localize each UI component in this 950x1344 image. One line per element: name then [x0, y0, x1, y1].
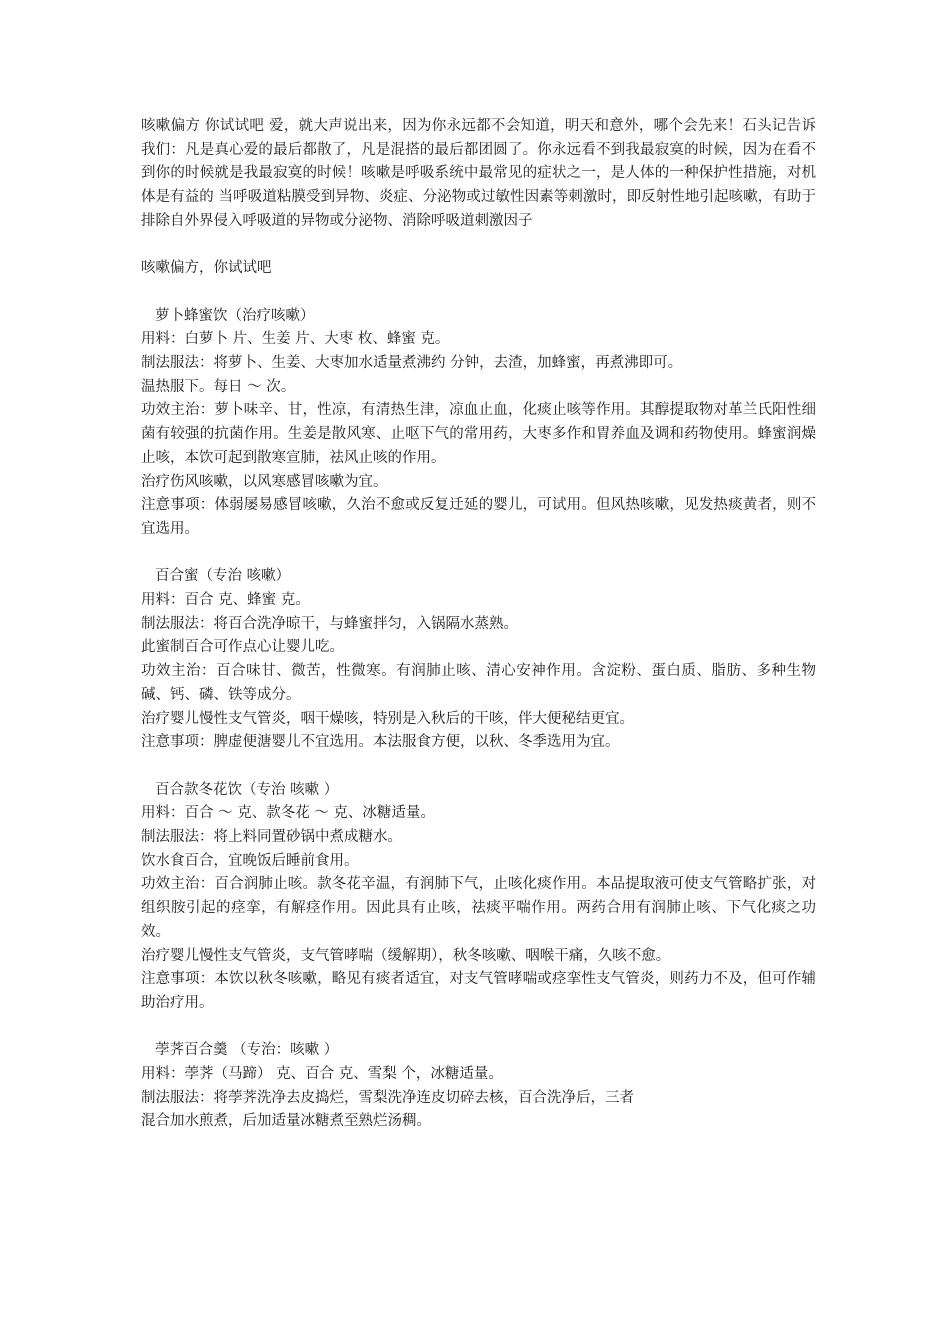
recipe-precautions: 注意事项：脾虚便溏婴儿不宜选用。本法服食方便，以秋、冬季选用为宜。 [141, 734, 620, 751]
recipe-method: 制法服法：将萝卜、生姜、大枣加水适量煮沸约 分钟，去渣，加蜂蜜，再煮沸即可。 [141, 355, 683, 371]
recipe-baihe-kuandonghua [141, 779, 816, 1016]
intro-paragraph: 咳嗽偏方 你试试吧 爱，就大声说出来，因为你永远都不会知道，明天和意外，哪个会先来！石头记告诉我们：凡是真心爱的最后都散了，凡是混搭的最后都团圆了。你永远看不到我最寂寞的时候，因为在看不到你的时候就是我最寂寞的时候！咳嗽是呼吸系统中最常见的症状之一，是人体的一种保护性措施，对机体是有益的 当呼吸道粘膜受到异物、炎症、分泌物或过敏性因素等刺激时，即反射性地引起咳嗽，有助于排除自外界侵入呼吸道的异物或分泌物、消除呼吸道刺激因子 [141, 118, 816, 229]
recipe-title: 荸荠百合羹 （专治：咳嗽 ） [155, 1042, 339, 1059]
recipe-efficacy: 功效主治：百合味甘、微苦，性微寒。有润肺止咳、清心安神作用。含淀粉、蛋白质、脂肪、多种生物碱、钙、磷、铁等成分。 [141, 663, 816, 703]
recipe-ingredients: 用料：百合 ～ 克、款冬花 ～ 克、冰糖适量。 [141, 805, 435, 822]
recipe-luobo-fengmi [141, 305, 816, 542]
document-page [141, 115, 816, 1134]
section-heading: 咳嗽偏方，你试试吧 [141, 260, 272, 277]
recipe-baihe-mi [141, 565, 816, 755]
recipe-dosage: 温热服下。每日 ～ 次。 [141, 378, 296, 395]
recipe-title: 萝卜蜂蜜饮（治疗咳嗽） [155, 307, 315, 324]
recipe-method: 制法服法：将百合洗净晾干，与蜂蜜拌匀，入锅隔水蒸熟。 [141, 615, 518, 632]
recipe-ingredients: 用料：荸荠（马蹄） 克、百合 克、雪梨 个，冰糖适量。 [141, 1066, 503, 1083]
recipe-indication: 治疗伤风咳嗽，以风寒感冒咳嗽为宜。 [141, 473, 388, 490]
recipe-method: 制法服法：将荸荠洗净去皮捣烂，雪梨洗净连皮切碎去核，百合洗净后，三者 [141, 1089, 634, 1106]
recipe-ingredients: 用料：百合 克、蜂蜜 克。 [141, 592, 310, 609]
recipe-ingredients: 用料：白萝卜 片、生姜 片、大枣 枚、蜂蜜 克。 [141, 331, 450, 348]
spacer [141, 755, 816, 779]
recipe-method: 制法服法：将上料同置砂锅中煮成糖水。 [141, 829, 402, 846]
recipe-efficacy: 功效主治：百合润肺止咳。款冬花辛温，有润肺下气，止咳化痰作用。本品提取液可使支气管略扩张，对组织胺引起的痉挛，有解痉作用。因此具有止咳，祛痰平喘作用。两药合用有润肺止咳、下气化痰之功效。 [141, 876, 816, 940]
spacer [141, 234, 816, 258]
recipe-precautions: 注意事项：本饮以秋冬咳嗽，略见有痰者适宜，对支气管哮喘或痉挛性支气管炎，则药力不及，但可作辅助治疗用。 [141, 971, 816, 1011]
spacer [141, 1016, 816, 1040]
recipe-title: 百合蜜（专治 咳嗽） [155, 568, 291, 585]
recipe-indication: 治疗婴儿慢性支气管炎，支气管哮喘（缓解期），秋冬咳嗽、咽喉干痛，久咳不愈。 [141, 947, 671, 964]
recipe-biqi-baihe-geng [141, 1039, 816, 1134]
spacer [141, 542, 816, 566]
recipe-method-continued: 混合加水煎煮，后加适量冰糖煮至熟烂汤稠。 [141, 1113, 431, 1130]
recipe-title: 百合款冬花饮（专治 咳嗽 ） [155, 781, 339, 798]
spacer [141, 281, 816, 305]
recipe-dosage: 此蜜制百合可作点心让婴儿吃。 [141, 639, 344, 656]
recipe-dosage: 饮水食百合，宜晚饭后睡前食用。 [141, 852, 359, 869]
recipe-indication: 治疗婴儿慢性支气管炎，咽干燥咳，特别是入秋后的干咳，伴大便秘结更宜。 [141, 710, 634, 727]
recipe-precautions: 注意事项：体弱屡易感冒咳嗽，久治不愈或反复迁延的婴儿，可试用。但风热咳嗽，见发热痰黄者，则不宜选用。 [141, 497, 816, 537]
recipe-efficacy: 功效主治：萝卜味辛、甘，性凉，有清热生津，凉血止血，化痰止咳等作用。其醇提取物对革兰氏阳性细菌有较强的抗菌作用。生姜是散风寒、止呕下气的常用药，大枣多作和胃养血及调和药物使用。蜂蜜润燥止咳，本饮可起到散寒宣肺，祛风止咳的作用。 [141, 402, 816, 466]
